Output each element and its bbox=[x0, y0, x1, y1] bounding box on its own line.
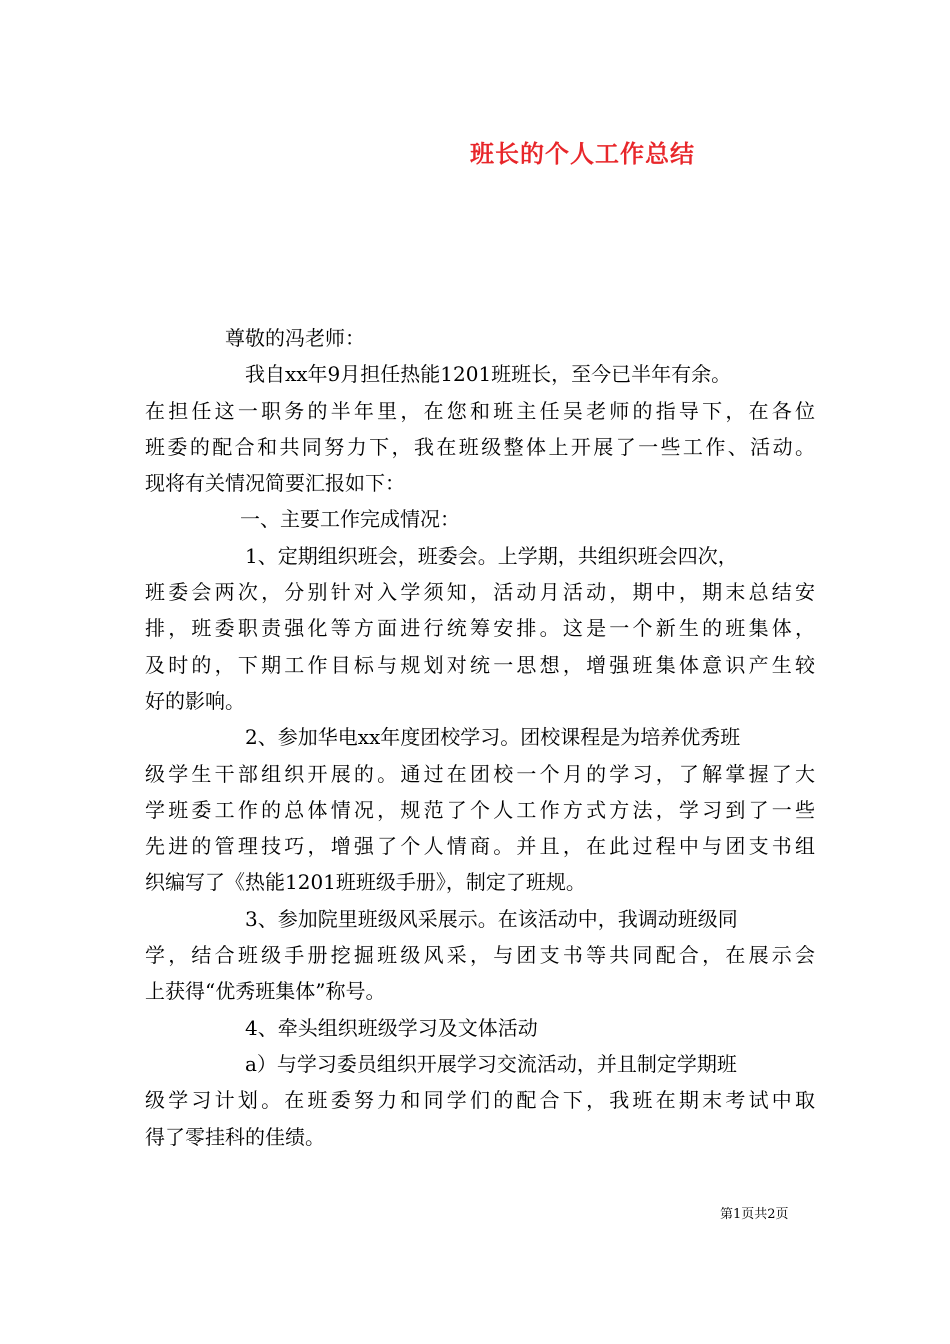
paragraph-line: 我自xx年9月担任热能1201班班长，至今已半年有余。 bbox=[245, 362, 732, 387]
page-indicator: 第1页共2页 bbox=[720, 1207, 789, 1222]
paragraph-line: 织编写了《热能1201班班级手册》，制定了班规。 bbox=[145, 870, 586, 895]
paragraph-line: 班委会两次，分别针对入学须知，活动月活动，期中，期末总结安 bbox=[145, 580, 815, 605]
paragraph-line: 级学生干部组织开展的。通过在团校一个月的学习，了解掌握了大 bbox=[145, 761, 815, 786]
paragraph-line: 2、参加华电xx年度团校学习。团校课程是为培养优秀班 bbox=[245, 725, 741, 750]
paragraph-line: 班委的配合和共同努力下，我在班级整体上开展了一些工作、活动。 bbox=[145, 434, 815, 459]
salutation: 尊敬的冯老师： bbox=[225, 326, 365, 350]
paragraph-line: 在担任这一职务的半年里，在您和班主任吴老师的指导下，在各位 bbox=[145, 398, 815, 423]
paragraph-line: 4、牵头组织班级学习及文体活动 bbox=[245, 1015, 538, 1040]
paragraph-line: 上获得“优秀班集体”称号。 bbox=[145, 979, 386, 1004]
document-title: 班长的个人工作总结 bbox=[470, 139, 695, 168]
paragraph-line: a）与学习委员组织开展学习交流活动，并且制定学期班 bbox=[245, 1051, 737, 1076]
paragraph-line: 3、参加院里班级风采展示。在该活动中，我调动班级同 bbox=[245, 906, 738, 931]
paragraph-line: 现将有关情况简要汇报如下： bbox=[145, 471, 405, 496]
paragraph-line: 先进的管理技巧，增强了个人情商。并且，在此过程中与团支书组 bbox=[145, 834, 815, 859]
paragraph-line: 学班委工作的总体情况，规范了个人工作方式方法，学习到了一些 bbox=[145, 797, 815, 822]
paragraph-line: 好的影响。 bbox=[145, 688, 245, 713]
paragraph-line: 排，班委职责强化等方面进行统筹安排。这是一个新生的班集体， bbox=[145, 616, 815, 641]
paragraph-line: 学，结合班级手册挖掘班级风采，与团支书等共同配合，在展示会 bbox=[145, 943, 815, 968]
paragraph-line: 得了零挂科的佳绩。 bbox=[145, 1124, 325, 1149]
paragraph-line: 级学习计划。在班委努力和同学们的配合下，我班在期末考试中取 bbox=[145, 1088, 815, 1113]
section-heading: 一、主要工作完成情况： bbox=[240, 507, 460, 532]
paragraph-line: 1、定期组织班会，班委会。上学期，共组织班会四次， bbox=[245, 543, 738, 568]
document-body bbox=[145, 320, 815, 1155]
paragraph-line: 及时的，下期工作目标与规划对统一思想，增强班集体意识产生较 bbox=[145, 652, 815, 677]
